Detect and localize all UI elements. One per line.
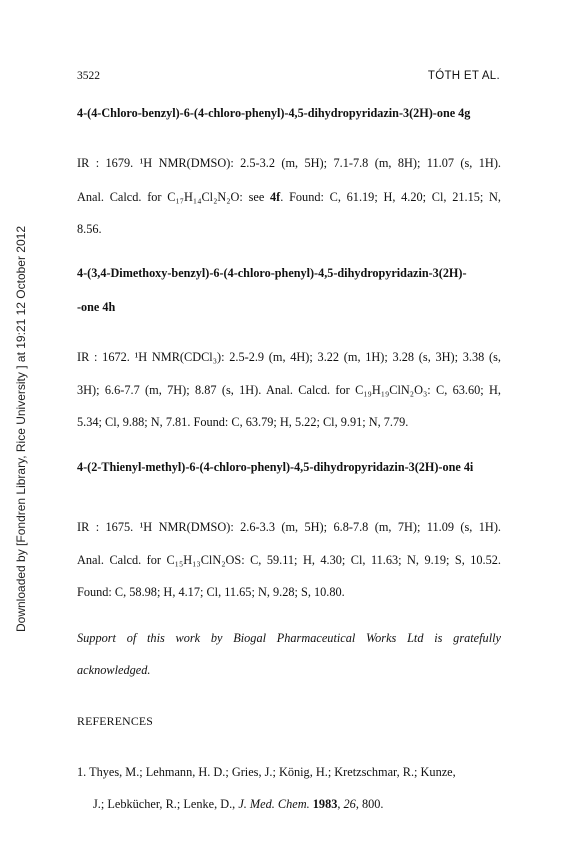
acknowledgment-cont: acknowledged. xyxy=(77,663,151,677)
reference-authors: J.; Lebkücher, R.; Lenke, D., xyxy=(93,797,239,811)
compound-4h-title-cont: -one 4h xyxy=(77,300,116,314)
compound-4i-spectra: IR : 1675. ¹H NMR(DMSO): 2.6-3.3 (m, 5H); 6.8-7.8 (m, 7H); 11.09 (s, 1H). xyxy=(77,520,501,534)
analysis-text-pre: Anal. Calcd. for C₁₇H₁₄Cl₂N₂O: see xyxy=(77,190,271,204)
reference-1-cont: J.; Lebkücher, R.; Lenke, D., J. Med. Chem. 1983, 26, 800. xyxy=(93,797,384,811)
reference-volume: 26 xyxy=(343,797,356,811)
compound-4i-analysis-cont: Found: C, 58.98; H, 4.17; Cl, 11.65; N, 9.28; S, 10.80. xyxy=(77,585,345,599)
page-header xyxy=(77,70,500,84)
compound-ref-4f: 4f xyxy=(270,190,281,204)
compound-4i-analysis: Anal. Calcd. for C₁₅H₁₃ClN₂OS: C, 59.11; H, 4.30; Cl, 11.63; N, 9.19; S, 10.52. xyxy=(77,553,501,567)
reference-year: 1983 xyxy=(312,797,338,811)
compound-4h-spectra: IR : 1672. ¹H NMR(CDCl₃): 2.5-2.9 (m, 4H); 3.22 (m, 1H); 3.28 (s, 3H); 3.38 (s, xyxy=(77,350,501,364)
reference-1: 1. Thyes, M.; Lehmann, H. D.; Gries, J.; König, H.; Kretzschmar, R.; Kunze, xyxy=(77,765,456,779)
compound-4i-title: 4-(2-Thienyl-methyl)-6-(4-chloro-phenyl)-4,5-dihydropyridazin-3(2H)-one 4i xyxy=(77,460,474,474)
reference-pages: , 800. xyxy=(355,797,384,811)
analysis-text-post: . Found: C, 61.19; H, 4.20; Cl, 21.15; N, xyxy=(280,190,501,204)
running-head: TÓTH ET AL. xyxy=(427,70,500,82)
watermark-text: Downloaded by [Fondren Library, Rice University ] at 19:21 12 October 2012 xyxy=(14,226,28,632)
page-number: 3522 xyxy=(77,70,100,82)
compound-4g-analysis-cont: 8.56. xyxy=(77,222,102,236)
acknowledgment: Support of this work by Biogal Pharmaceutical Works Ltd is gratefully xyxy=(77,631,501,645)
compound-4h-title: 4-(3,4-Dimethoxy-benzyl)-6-(4-chloro-phenyl)-4,5-dihydropyridazin-3(2H)- xyxy=(77,266,467,280)
compound-4h-spectra-cont: 3H); 6.6-7.7 (m, 7H); 8.87 (s, 1H). Anal. Calcd. for C₁₉H₁₉ClN₂O₃: C, 63.60; H, xyxy=(77,383,501,397)
compound-4g-analysis xyxy=(77,190,501,205)
compound-4g-spectra: IR : 1679. ¹H NMR(DMSO): 2.5-3.2 (m, 5H); 7.1-7.8 (m, 8H); 11.07 (s, 1H). xyxy=(77,156,501,170)
compound-4h-analysis: 5.34; Cl, 9.88; N, 7.81. Found: C, 63.79; H, 5.22; Cl, 9.91; N, 7.79. xyxy=(77,415,409,429)
references-heading: REFERENCES xyxy=(77,714,154,728)
reference-journal: J. Med. Chem. xyxy=(238,797,310,811)
compound-4g-title: 4-(4-Chloro-benzyl)-6-(4-chloro-phenyl)-4,5-dihydropyridazin-3(2H)-one 4g xyxy=(77,106,471,120)
